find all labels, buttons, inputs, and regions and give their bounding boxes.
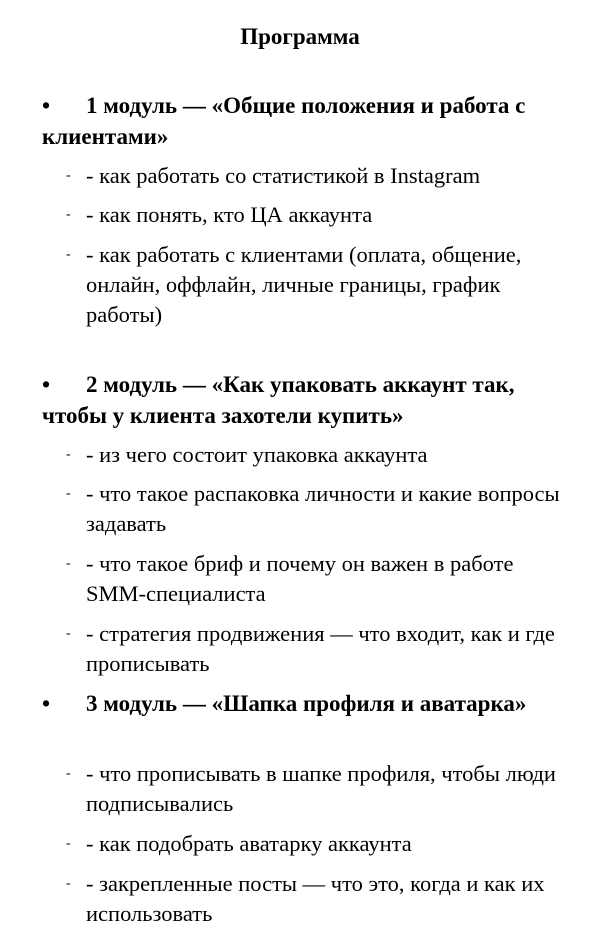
module-3-item-1 [66,759,576,819]
dash-marker-icon: - [66,556,71,571]
list-item-text: - что прописывать в шапке профиля, чтобы люди подписывались [86,761,556,816]
module-2-item-2 [66,479,576,539]
list-item-text: - стратегия продвижения — что входит, как и где прописывать [86,621,555,676]
list-item-text: - из чего состоит упаковка аккаунта [86,442,428,467]
module-1-heading [42,90,582,152]
dash-marker-icon: - [66,207,71,222]
module-1-item-2 [66,200,576,230]
bullet-icon: • [42,372,51,397]
module-2-item-3 [66,549,576,609]
module-2-item-1 [66,440,576,470]
list-item-text: - как работать со статистикой в Instagram [86,163,481,188]
module-1-item-1 [66,161,576,191]
dash-marker-icon: - [66,247,71,262]
list-item-text: - что такое распаковка личности и какие вопросы задавать [86,481,560,536]
dash-marker-icon: - [66,626,71,641]
dash-marker-icon: - [66,876,71,891]
module-3-title: 3 модуль — «Шапка профиля и аватарка» [86,691,527,716]
module-3-item-3 [66,869,590,929]
module-1-item-3 [66,240,576,330]
dash-marker-icon: - [66,766,71,781]
module-2-item-4 [66,619,576,679]
dash-marker-icon: - [66,168,71,183]
bullet-icon: • [42,93,51,118]
bullet-icon: • [42,691,51,716]
module-2-heading [42,369,582,431]
dash-marker-icon: - [66,447,71,462]
list-item-text: - как работать с клиентами (оплата, общение, онлайн, оффлайн, личные границы, график работы) [86,242,522,327]
dash-marker-icon: - [66,836,71,851]
list-item-text: - как подобрать аватарку аккаунта [86,831,412,856]
module-1-title: 1 модуль — «Общие положения и работа с клиентами» [42,93,526,149]
module-3-item-2 [66,829,576,859]
page-title: Программа [240,24,360,49]
module-3-heading [42,688,582,719]
dash-marker-icon: - [66,486,71,501]
module-2-title: 2 модуль — «Как упаковать аккаунт так, чтобы у клиента захотели купить» [42,372,515,428]
list-item-text: - как понять, кто ЦА аккаунта [86,202,373,227]
list-item-text: - закрепленные посты — что это, когда и как их использовать [86,871,590,926]
list-item-text: - что такое бриф и почему он важен в работе SMM-специалиста [86,551,514,606]
